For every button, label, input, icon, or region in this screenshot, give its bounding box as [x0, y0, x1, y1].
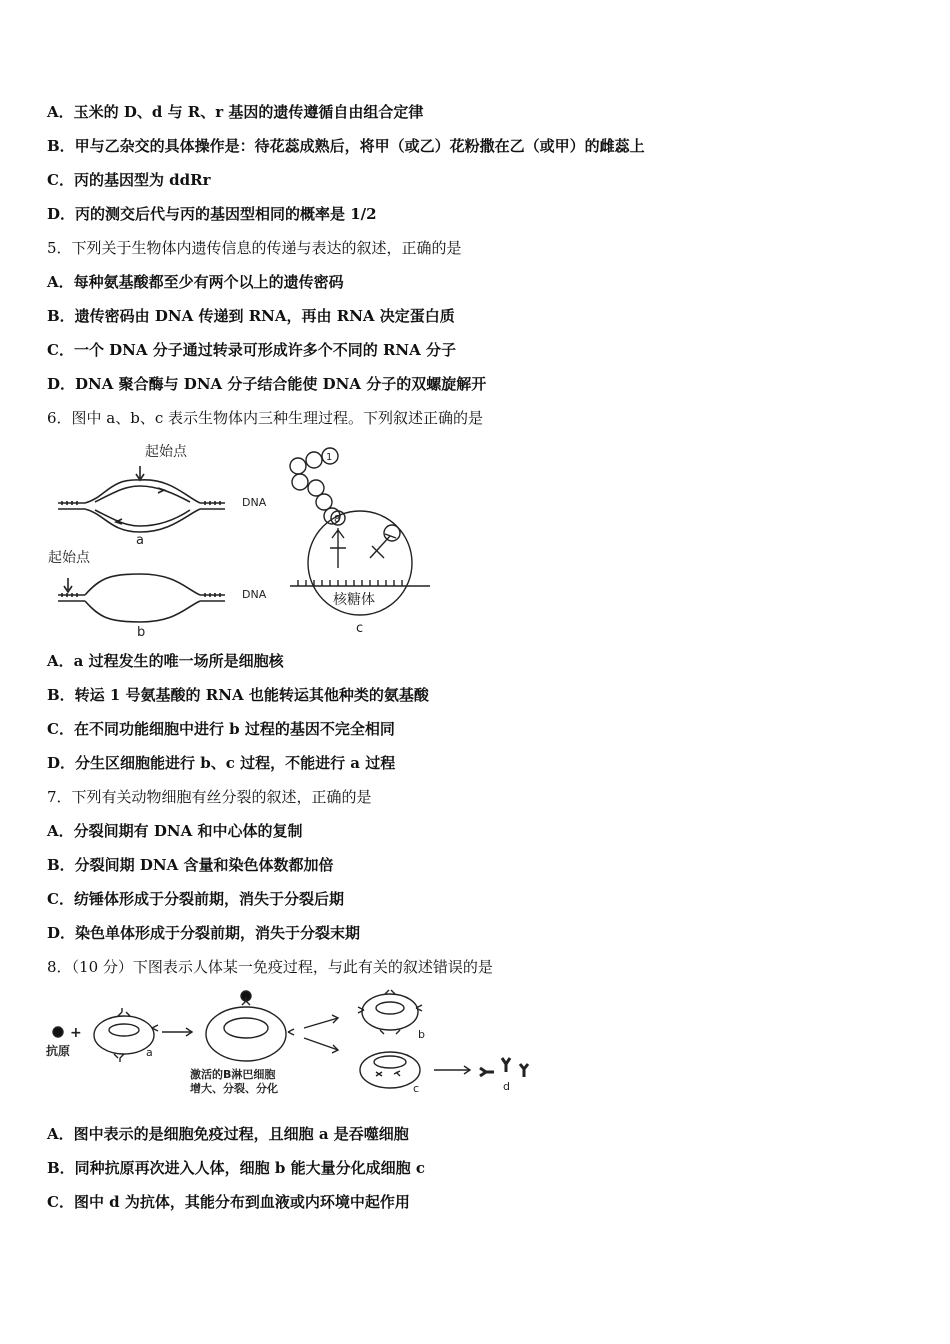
q7-option-a: A．分裂间期有 DNA 和中心体的复制	[47, 822, 303, 840]
start-point-label-a: 起始点	[145, 444, 187, 460]
antigen-dot	[53, 1027, 63, 1037]
cell-c	[360, 1052, 420, 1088]
q8-figure	[40, 988, 550, 1103]
q4-option-b: B．甲与乙杂交的具体操作是：待花蕊成熟后，将甲（或乙）花粉撒在乙（或甲）的雌蕊上	[47, 137, 645, 155]
q5-option-a: A．每种氨基酸都至少有两个以上的遗传密码	[47, 273, 344, 291]
cell-b-label: b	[418, 1028, 425, 1041]
caption-line1: 激活的B淋巴细胞	[190, 1068, 276, 1081]
q6-figure	[40, 438, 450, 638]
q8-option-b: B．同种抗原再次进入人体，细胞 b 能大量分化成细胞 c	[47, 1159, 425, 1177]
q6-option-c: C．在不同功能细胞中进行 b 过程的基因不完全相同	[47, 720, 395, 738]
circle-8-label: 8	[334, 514, 341, 525]
start-point-label-b: 起始点	[48, 550, 90, 566]
q8-stem: 8．（10 分）下图表示人体某一免疫过程，与此有关的叙述错误的是	[47, 958, 493, 976]
plus-sign: +	[70, 1025, 82, 1041]
q4-option-a: A．玉米的 D、d 与 R、r 基因的遗传遵循自由组合定律	[47, 103, 424, 121]
process-a-diagram	[58, 443, 267, 548]
antibody-label: d	[503, 1080, 510, 1093]
q6-option-a: A．a 过程发生的唯一场所是细胞核	[47, 652, 284, 670]
q7-stem: 7．下列有关动物细胞有丝分裂的叙述，正确的是	[47, 788, 372, 806]
q7-option-d: D．染色单体形成于分裂前期，消失于分裂末期	[47, 924, 361, 942]
q8-option-a: A．图中表示的是细胞免疫过程，且细胞 a 是吞噬细胞	[47, 1125, 409, 1143]
q4-option-c: C．丙的基因型为 ddRr	[47, 171, 211, 189]
down-arrow-icon-b	[64, 578, 72, 592]
ribosome-label: 核糖体	[333, 592, 375, 608]
process-a-label: a	[136, 533, 144, 548]
cell-c-label: c	[413, 1082, 420, 1095]
q5-option-d: D．DNA 聚合酶与 DNA 分子结合能使 DNA 分子的双螺旋解开	[47, 375, 487, 393]
q5-option-c: C．一个 DNA 分子通过转录可形成许多个不同的 RNA 分子	[47, 341, 457, 359]
process-c-diagram	[290, 448, 430, 636]
antigen-label: 抗原	[46, 1044, 71, 1058]
dna-label-b: DNA	[242, 588, 267, 601]
q7-option-b: B．分裂间期 DNA 含量和染色体数都加倍	[47, 856, 334, 874]
antibody-icons	[480, 1058, 528, 1077]
process-b-label: b	[137, 625, 146, 638]
process-c-label: c	[356, 621, 364, 636]
cell-a	[94, 1016, 154, 1054]
dna-label-a: DNA	[242, 496, 267, 509]
q7-option-c: C．纺锤体形成于分裂前期，消失于分裂后期	[47, 890, 344, 908]
q5-stem: 5．下列关于生物体内遗传信息的传递与表达的叙述，正确的是	[47, 239, 462, 257]
activated-b-cell	[206, 1007, 286, 1061]
q6-stem: 6．图中 a、b、c 表示生物体内三种生理过程。下列叙述正确的是	[47, 409, 484, 427]
q5-option-b: B．遗传密码由 DNA 传递到 RNA，再由 RNA 决定蛋白质	[47, 307, 455, 325]
cell-b	[362, 994, 418, 1030]
process-b-diagram	[48, 549, 267, 638]
caption-line2: 增大、分裂、分化	[190, 1082, 278, 1095]
down-arrow-icon	[136, 466, 144, 480]
cell-a-label: a	[146, 1046, 153, 1059]
q6-option-b: B．转运 1 号氨基酸的 RNA 也能转运其他种类的氨基酸	[47, 686, 429, 704]
circle-1-label: 1	[326, 452, 333, 463]
q4-option-d: D．丙的测交后代与丙的基因型相同的概率是 1/2	[47, 205, 377, 223]
q8-option-c: C．图中 d 为抗体，其能分布到血液或内环境中起作用	[47, 1193, 410, 1211]
q6-option-d: D．分生区细胞能进行 b、c 过程，不能进行 a 过程	[47, 754, 396, 772]
